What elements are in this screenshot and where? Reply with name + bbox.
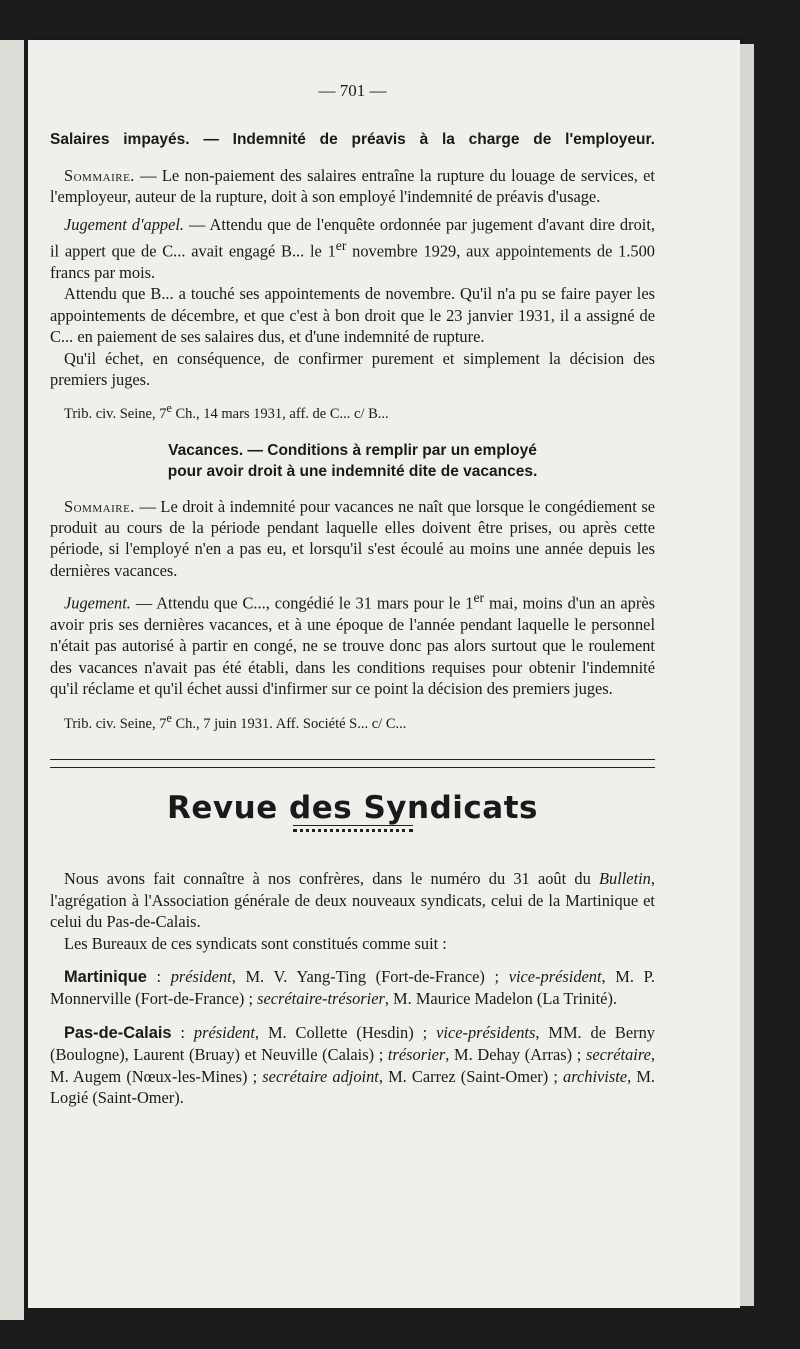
article-heading-vacances xyxy=(50,440,655,482)
jugement-text: novembre 1929, aux appointements de 1.500 francs par mois. xyxy=(50,241,655,282)
page-number: — 701 — xyxy=(318,81,387,100)
heading-line: pour avoir droit à une indemnité dite de vacances. xyxy=(167,462,538,480)
page-stack-edge xyxy=(740,44,754,1306)
sommaire-label: Sommaire. xyxy=(64,496,135,516)
sommaire-paragraph-1 xyxy=(50,165,655,208)
section-divider xyxy=(50,759,655,768)
heading-line: Vacances. — Conditions à remplir par un employé xyxy=(168,441,537,459)
court-reference xyxy=(64,708,655,735)
sommaire-label: Sommaire. xyxy=(64,165,135,185)
paragraph: Attendu que B... a touché ses appointements de novembre. Qu'il n'a pu se faire payer les appointements de décembre, et que c'est à bon droit que le 23 janvier 1931, il a assigné de C... en paiement de ses salaires dus, et d'une indemnité de rupture. xyxy=(50,284,655,347)
sommaire-text: — Le droit à indemnité pour vacances ne naît que lorsque le congédiement se produit au cours de la période pendant laquelle elles doivent être prises, ou après cette période, si l'employé n'en a pas eu, et lorsqu'il s'est écoulé au moins une année depuis les dernières vacances. xyxy=(50,496,655,580)
jugement-paragraph-2 xyxy=(50,587,655,700)
intro-paragraph xyxy=(50,868,655,932)
role-label: vice-président xyxy=(508,966,602,986)
superscript: er xyxy=(473,590,485,606)
role-label: secrétaire adjoint xyxy=(262,1066,379,1086)
intro-italic: Bulletin xyxy=(598,869,651,889)
martinique-paragraph: Martinique : président, M. V. Yang-Ting (Fort-de-France) ; vice-président, M. P. Monnerville (Fort-de-France) ; secrétaire-trésorier, M. Maurice Madelon (La Trinité). xyxy=(50,966,655,1009)
superscript: e xyxy=(166,710,172,725)
reference-text: Trib. civ. Seine, 7 xyxy=(64,406,167,423)
superscript: e xyxy=(166,401,172,416)
member-text: , M. Dehay (Arras) ; xyxy=(445,1045,586,1065)
role-label: président xyxy=(170,966,232,986)
jugement-text: mai, moins d'un an après avoir pris ses dernières vacances, et à une époque de l'année pendant laquelle le personnel n'était pas autorisé à partir en congé, ne se trouve donc pas alors surtout que le roulement des vacances n'avait pas été établi, dans les conditions requises pour obtenir l'indemnité qu'il réclame et qu'il échet aussi d'infirmer sur ce point la décision des premiers juges. xyxy=(50,593,655,699)
role-label: vice-présidents xyxy=(436,1022,536,1042)
intro-text: Nous avons fait connaître à nos confrères, dans le numéro du 31 août du xyxy=(64,869,599,889)
member-text: , M. Logié (Saint-Omer). xyxy=(50,1066,655,1107)
role-label: président xyxy=(193,1022,255,1042)
member-text: , MM. de Berny (Boulogne), Laurent (Bruay) et Neuville (Calais) ; xyxy=(50,1022,655,1065)
reference-text: Ch., 14 mars 1931, aff. de C... c/ B... xyxy=(171,406,389,423)
paragraph: Qu'il échet, en conséquence, de confirmer purement et simplement la décision des premiers juges. xyxy=(50,348,655,389)
syndicate-name: Martinique xyxy=(64,967,147,986)
reference-text: Trib. civ. Seine, 7 xyxy=(64,715,167,732)
court-reference xyxy=(64,398,655,425)
member-text: , M. P. Monnerville (Fort-de-France) ; xyxy=(50,966,655,1009)
pas-de-calais-paragraph: Pas-de-Calais : président, M. Collette (Hesdin) ; vice-présidents, MM. de Berny (Boulogne), Laurent (Bruay) et Neuville (Calais) ; trésorier, M. Dehay (Arras) ; secrétaire, M. Augem (Nœux-les-Mines) ; secrétaire adjoint, M. Carrez (Saint-Omer) ; archiviste, M. Logié (Saint-Omer). xyxy=(50,1022,655,1107)
revue-body xyxy=(50,868,655,1108)
member-text: , M. Collette (Hesdin) ; xyxy=(254,1022,437,1042)
syndicate-name: Pas-de-Calais xyxy=(64,1023,172,1042)
section-title: Revue des Syndicats xyxy=(167,789,538,826)
member-text: , M. Maurice Madelon (La Trinité). xyxy=(384,989,618,1009)
role-label: secrétaire-trésorier xyxy=(257,989,385,1009)
jugement-text: — Attendu que de l'enquête ordonnée par jugement d'avant dire droit, il appert que de C... avait engagé B... le 1 xyxy=(50,214,655,261)
jugement-text: — Attendu que C..., congédié le 31 mars pour le 1 xyxy=(130,593,474,613)
role-label: trésorier xyxy=(387,1045,446,1065)
sommaire-paragraph-2 xyxy=(50,496,655,582)
sommaire-text: — Le non-paiement des salaires entraîne la rupture du louage de services, et l'employeur, auteur de la rupture, doit à son employé l'indemnité de préavis d'usage. xyxy=(50,165,655,207)
member-text: , M. Augem (Nœux-les-Mines) ; xyxy=(50,1045,655,1086)
article-heading-salaires: Salaires impayés. — Indemnité de préavis à la charge de l'employeur. xyxy=(50,131,655,149)
jugement-label: Jugement d'appel. xyxy=(64,214,185,234)
title-ornament-rule xyxy=(293,825,413,832)
bureaux-paragraph: Les Bureaux de ces syndicats sont constitués comme suit : xyxy=(64,933,447,953)
role-label: secrétaire xyxy=(585,1045,651,1065)
facing-page-edge xyxy=(0,40,24,1320)
superscript: er xyxy=(335,238,347,254)
page-content xyxy=(50,80,655,1108)
member-text: , M. Carrez (Saint-Omer) ; xyxy=(378,1066,564,1086)
jugement-paragraph-1 xyxy=(50,214,655,284)
role-label: archiviste xyxy=(563,1066,628,1086)
intro-text: , l'agrégation à l'Association générale de deux nouveaux syndicats, celui de la Martinique et celui du Pas-de-Calais. xyxy=(50,869,655,932)
jugement-label: Jugement. xyxy=(64,593,131,613)
member-text: , M. V. Yang-Ting (Fort-de-France) ; xyxy=(231,966,509,986)
reference-text: Ch., 7 juin 1931. Aff. Société S... c/ C... xyxy=(171,715,407,732)
